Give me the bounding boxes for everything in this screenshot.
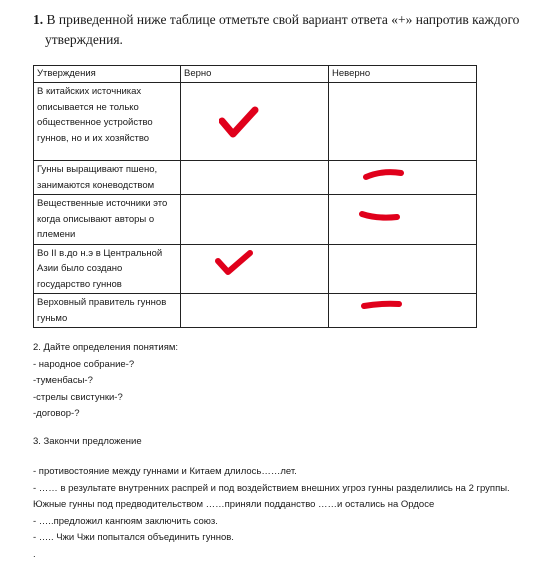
table-row [34,161,477,195]
table-row [34,294,477,328]
statement-cell: Гунны выращивают пшено, занимаются коневодством [34,161,181,195]
statement-cell: Во II в.до н.э в Центральной Азии было создано государство гуннов [34,244,181,294]
true-cell[interactable] [181,244,329,294]
task-2-section [33,340,178,423]
sentence-item: - ….. Чжи Чжи попытался объединить гуннов. [33,530,513,547]
table-row [34,195,477,245]
sentence-item: - …… в результате внутренних распрей и под воздействием внешних угроз гунны разделились на 2 группы. Южные гунны под предводительством ……приняли подданство ……и остались на Ордосе [33,481,513,514]
sentence-item: . [33,547,513,563]
task-1-line-1 [33,10,523,30]
definition-item: -стрелы свистунки-? [33,390,178,407]
task-3-items [33,464,513,563]
sentence-item: - противостояние между гуннами и Китаем длилось……лет. [33,464,513,481]
task-1-number: 1. [33,12,43,27]
true-cell[interactable] [181,161,329,195]
false-cell[interactable] [329,195,477,245]
statement-cell: В китайских источниках описывается не только общественное устройство гуннов, но и их хозяйство [34,83,181,161]
task-1-text: В приведенной ниже таблице отметьте свой вариант ответа «+» напротив каждого [47,12,520,27]
header-statement: Утверждения [34,66,181,83]
task-3-title: 3. Закончи предложение [33,434,142,451]
task-1-instruction [33,10,523,50]
definition-item: - народное собрание-? [33,357,178,374]
dash-mark [359,296,405,314]
false-cell[interactable] [329,83,477,161]
table-row [34,83,477,161]
answers-table [33,65,477,328]
definition-item: -договор-? [33,406,178,423]
dash-mark [357,207,403,225]
false-cell[interactable] [329,161,477,195]
true-cell[interactable] [181,83,329,161]
table-row [34,244,477,294]
true-cell[interactable] [181,294,329,328]
check-mark [219,105,259,141]
false-cell[interactable] [329,244,477,294]
task-1-line-2: утверждения. [33,30,523,50]
header-true: Верно [181,66,329,83]
header-false: Неверно [329,66,477,83]
dash-mark [361,165,407,183]
true-cell[interactable] [181,195,329,245]
false-cell[interactable] [329,294,477,328]
check-mark [215,249,255,279]
statement-cell: Вещественные источники это когда описывают авторы о племени [34,195,181,245]
table-header-row [34,66,477,83]
sentence-item: - …..предложил кангюям заключить союз. [33,514,513,531]
statement-cell: Верховный правитель гуннов гуньмо [34,294,181,328]
task-2-title: 2. Дайте определения понятиям: [33,340,178,357]
definition-item: -туменбасы-? [33,373,178,390]
